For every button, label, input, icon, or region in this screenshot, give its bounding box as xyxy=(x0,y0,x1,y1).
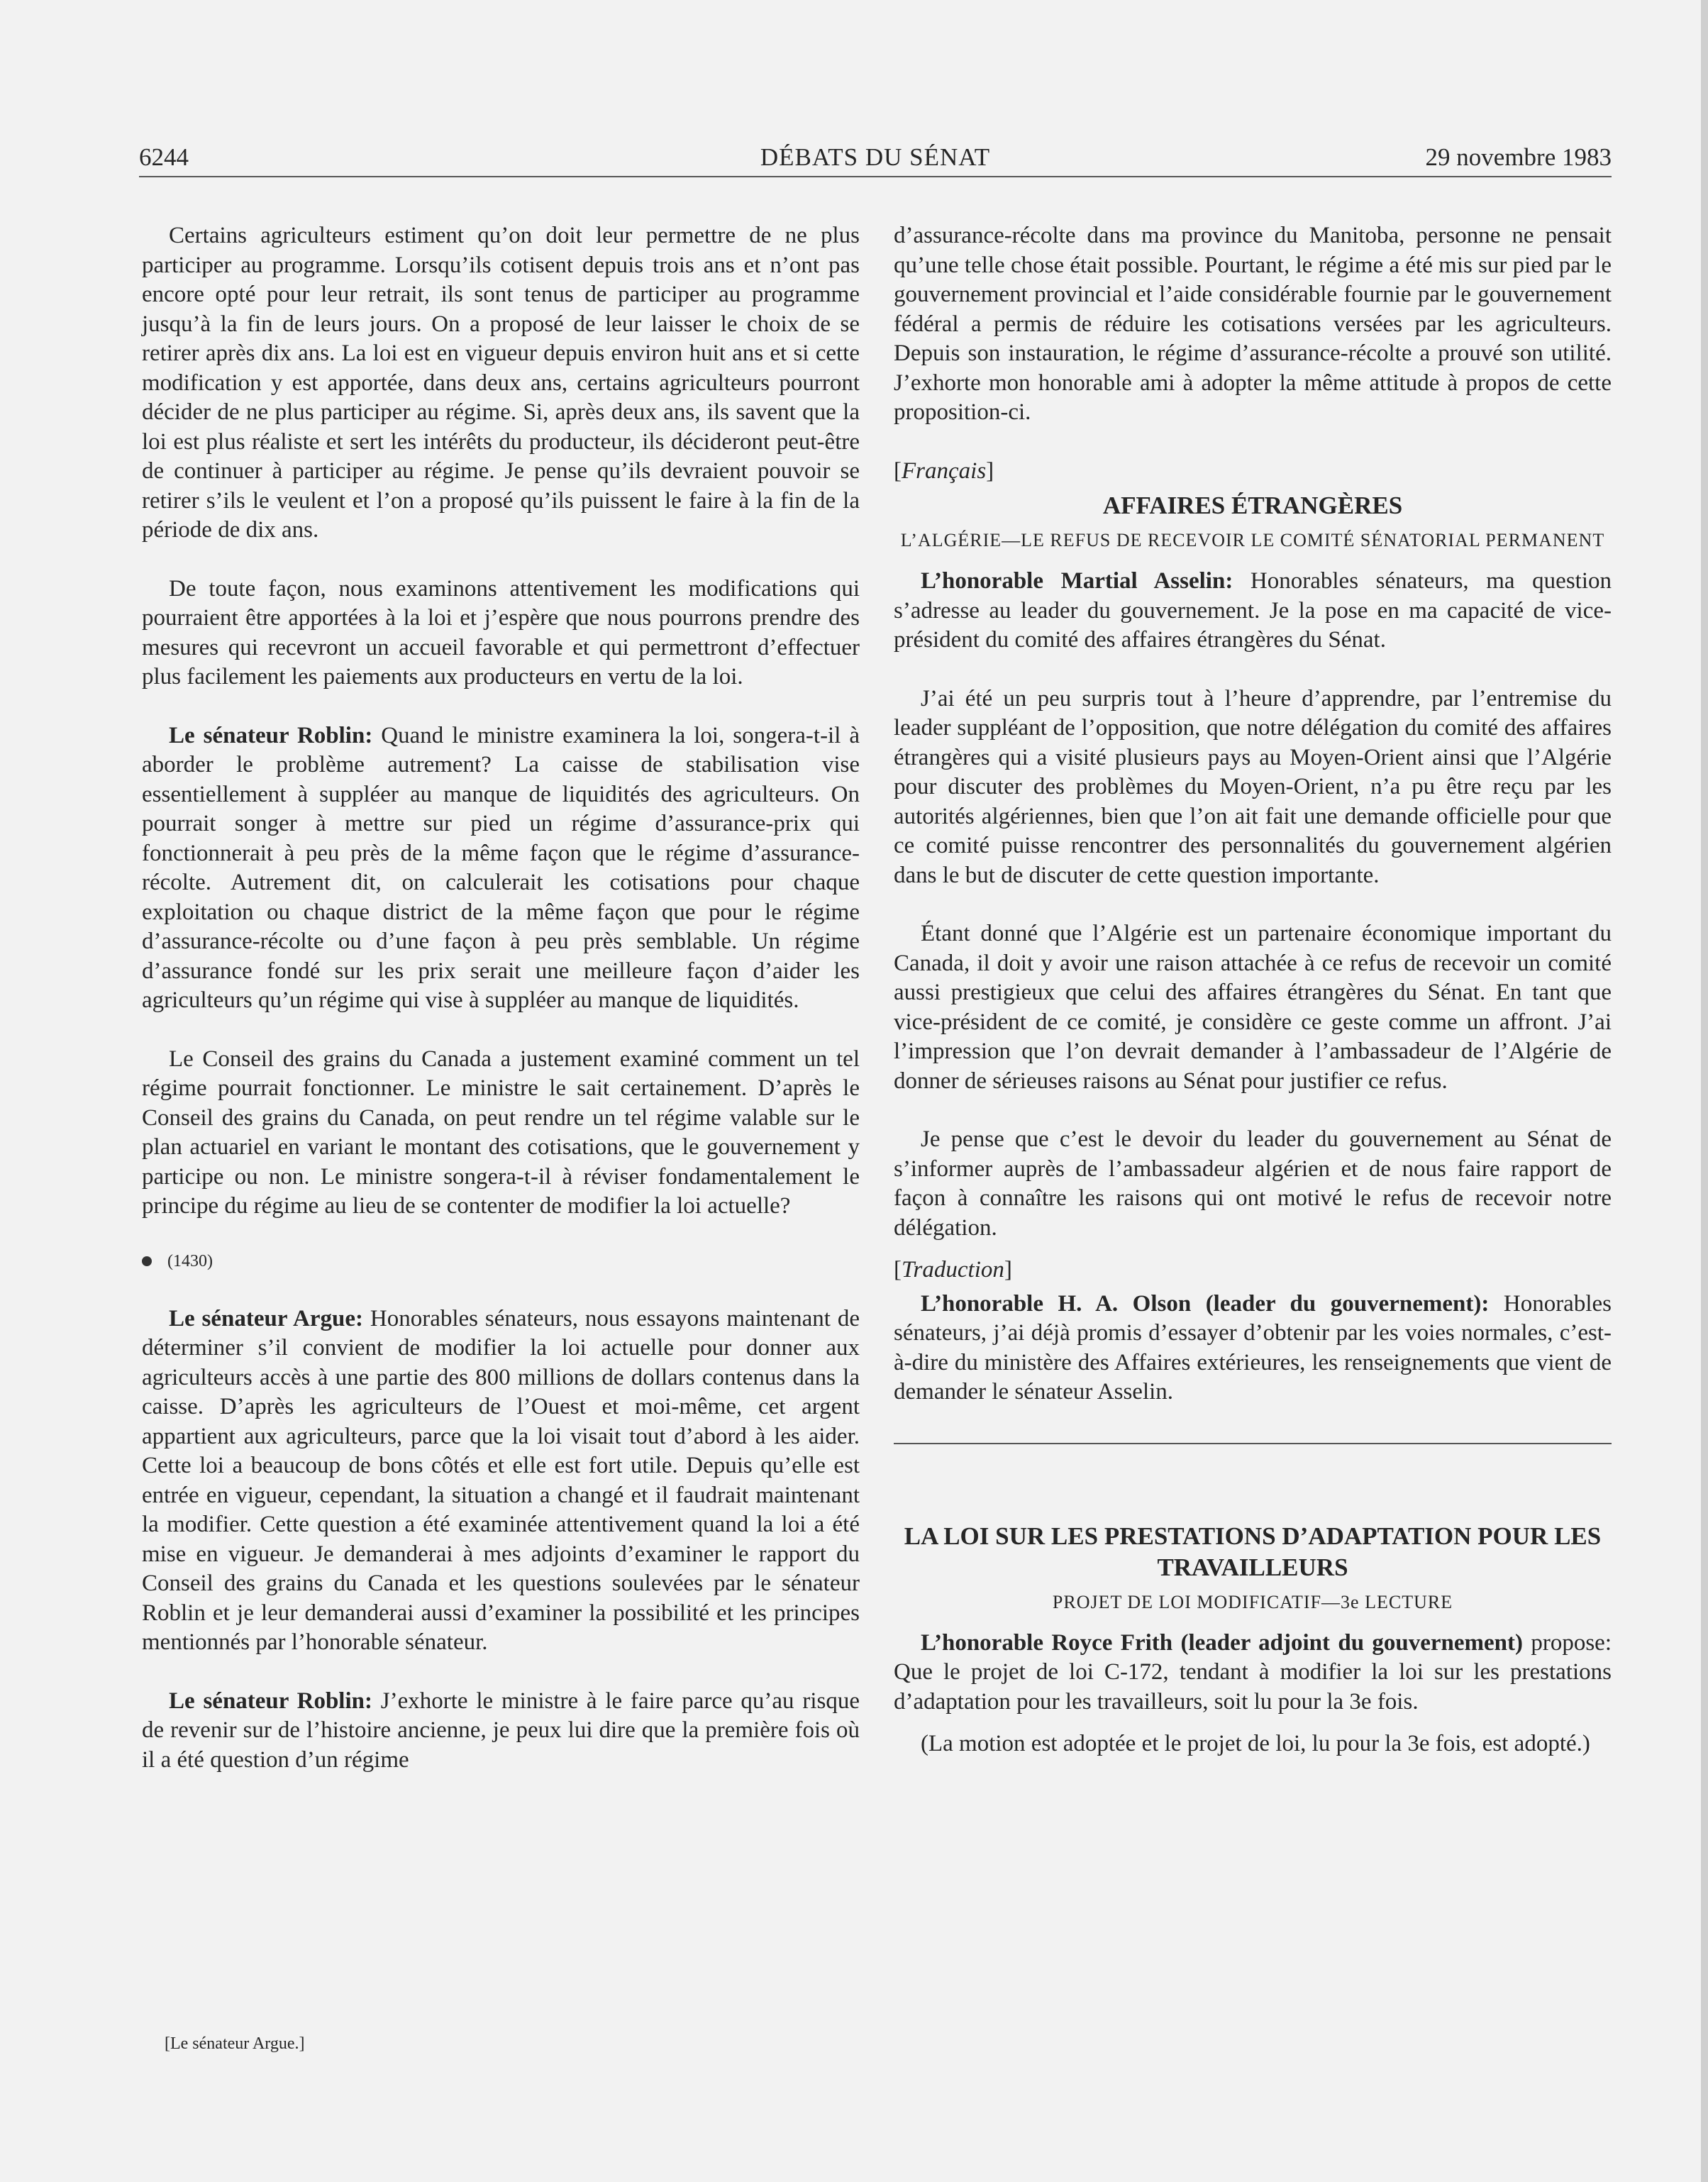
speaker-name: Le sénateur Roblin: xyxy=(169,1688,372,1714)
paragraph: De toute façon, nous examinons attentivement les modifications qui pourraient être apportées à la loi et j’espère que nous pourrons prendre des mesures qui recevront un accueil favorable et qui permettront d’effectuer plus facilement les paiements aux producteurs en vertu de la loi. xyxy=(142,575,860,690)
page-edge xyxy=(1701,0,1708,2182)
speech-text: Honorables sénateurs, nous essayons maintenant de déterminer s’il convient de modifier la loi actuelle pour donner aux agriculteurs accès à une partie des 800 millions de dollars contenus dans la caisse. D’après les agriculteurs de l’Ouest et moi-même, cet argent appartient aux agriculteurs, parce que la loi visait tout d’abord à les aider. Cette loi a beaucoup de bons côtés et elle est fort utile. Depuis qu’elle est entrée en vigueur, cependant, la situation a changé et il faudrait maintenant la modifier. Cette question a été examinée attentivement quand la loi a été mise en vigueur. Je demanderai à mes adjoints d’examiner le rapport du Conseil des grains du Canada et les questions soulevées par le sénateur Roblin et je leur demanderai aussi d’examiner la possibilité et les principes mentionnés par l’honorable sénateur. xyxy=(142,1305,860,1655)
paragraph xyxy=(894,567,1612,655)
left-column xyxy=(142,221,860,1804)
right-column xyxy=(894,221,1612,1788)
speech-text: Honorables sénateurs, j’ai déjà promis d’essayer d’obtenir par les voies normales, c’est-à-dire du ministère des Affaires extérieures, les renseignements que vient de demander le sénateur Asselin. xyxy=(894,1290,1612,1405)
page-number: 6244 xyxy=(139,143,189,171)
speech-text: J’exhorte le ministre à le faire parce qu’au risque de revenir sur de l’histoire ancienne, je peux lui dire que la première fois où il a été question d’un régime xyxy=(142,1688,860,1773)
section-title: LA LOI SUR LES PRESTATIONS D’ADAPTATION POUR LES TRAVAILLEURS xyxy=(904,1522,1602,1581)
bullet-icon xyxy=(142,1256,152,1266)
speech-text: Honorables sénateurs, ma question s’adresse au leader du gouvernement. Je la pose en ma capacité de vice-président du comité des affaires étrangères du Sénat. xyxy=(894,568,1612,653)
paragraph xyxy=(894,1629,1612,1717)
section-divider xyxy=(894,1443,1612,1444)
paragraph xyxy=(142,1305,860,1658)
speaker-name: L’honorable H. A. Olson (leader du gouvernement): xyxy=(921,1290,1490,1317)
time-marker-text: (1430) xyxy=(167,1251,213,1270)
paragraph: Certains agriculteurs estiment qu’on doit leur permettre de ne plus participer au programme. Lorsqu’ils cotisent depuis trois ans et n’ont pas encore opté pour leur retrait, ils sont tenus de participer au programme jusqu’à la fin de leurs jours. On a proposé de leur laisser le choix de se retirer après dix ans. La loi est en vigueur depuis environ huit ans et si cette modification y est apportée, dans deux ans, certains agriculteurs pourront décider de ne plus participer au régime. Si, après deux ans, ils savent que la loi est plus réaliste et sert les intérêts du producteur, ils décideront peut-être de continuer à participer au régime. Je pense qu’ils devraient pouvoir se retirer s’ils le veulent et l’on a proposé qu’ils puissent le faire à la fin de la période de dix ans. xyxy=(142,223,860,543)
time-marker xyxy=(142,1251,860,1272)
speech-text: propose: Que le projet de loi C-172, tendant à modifier la loi sur les prestations d’adaptation pour les travailleurs, soit lu pour la 3e fois. xyxy=(894,1629,1612,1715)
paragraph: J’ai été un peu surpris tout à l’heure d’apprendre, par l’entremise du leader suppléant de l’opposition, que notre délégation du comité des affaires étrangères qui a visité plusieurs pays au Moyen-Orient ainsi que l’Algérie pour discuter des problèmes du Moyen-Orient, n’a pu être reçu par les autorités algériennes, bien que l’on ait fait une demande officielle pour que ce comité puisse rencontrer des personnalités du gouvernement algérien dans le but de discuter de cette question importante. xyxy=(894,685,1612,888)
running-title: DÉBATS DU SÉNAT xyxy=(760,143,991,171)
speaker-name: L’honorable Royce Frith (leader adjoint du gouvernement) xyxy=(921,1629,1523,1656)
paragraph: Le Conseil des grains du Canada a justement examiné comment un tel régime pourrait fonctionner. Le ministre le sait certainement. D’après le Conseil des grains du Canada, on peut rendre un tel régime valable sur le plan actuariel en variant le montant des cotisations, que le gouvernement y participe ou non. Le ministre songera-t-il à réviser fondamentalement le principe du régime au lieu de se contenter de modifier la loi actuelle? xyxy=(142,1046,860,1219)
paragraph xyxy=(894,1290,1612,1407)
speaker-name: Le sénateur Argue: xyxy=(169,1305,363,1331)
speech-text: Quand le ministre examinera la loi, songera-t-il à aborder le problème autrement? La caisse de stabilisation vise essentiellement à suppléer au manque de liquidités des agriculteurs. On pourrait songer à mettre sur pied un régime d’assurance-prix qui fonctionnerait à peu près de la même façon que le régime d’assurance-récolte. Autrement dit, on calculerait les cotisations pour chaque exploitation ou chaque district de la même façon que pour le régime d’assurance-récolte ou d’une façon à peu près semblable. Un régime d’assurance fondé sur les prix serait une meilleure façon d’aider les agriculteurs qu’un régime qui vise à suppléer au manque de liquidités. xyxy=(142,722,860,1013)
language-tag: [Traduction] xyxy=(894,1257,1012,1283)
language-tag: [Français] xyxy=(894,458,994,484)
paragraph xyxy=(142,721,860,1016)
section-subtitle: L’ALGÉRIE—LE REFUS DE RECEVOIR LE COMITÉ SÉNATORIAL PERMANENT xyxy=(900,530,1605,550)
language-tag-text: Français xyxy=(902,458,987,484)
speaker-name: Le sénateur Roblin: xyxy=(169,722,373,748)
footnote: [Le sénateur Argue.] xyxy=(165,2034,305,2053)
paragraph: Étant donné que l’Algérie est un partenaire économique important du Canada, il doit y avoir une raison attachée à ce refus de recevoir un comité aussi prestigieux que celui des affaires étrangères du Sénat. En tant que vice-président de ce comité, je considère ce geste comme un affront. J’ai l’impression que l’on devrait demander à l’ambassadeur de l’Algérie de donner de sérieuses raisons au Sénat pour justifier ce refus. xyxy=(894,921,1612,1094)
section-title: AFFAIRES ÉTRANGÈRES xyxy=(1102,492,1403,519)
page-header xyxy=(139,142,1612,177)
paragraph: (La motion est adoptée et le projet de loi, lu pour la 3e fois, est adopté.) xyxy=(921,1731,1590,1756)
section-subtitle: PROJET DE LOI MODIFICATIF—3e LECTURE xyxy=(1052,1591,1453,1612)
paragraph: d’assurance-récolte dans ma province du Manitoba, personne ne pensait qu’une telle chose était possible. Pourtant, le régime a été mis sur pied par le gouvernement provincial et l’aide considérable fournie par le gouvernement fédéral a permis de réduire les cotisations versées par les agriculteurs. Depuis son instauration, le régime d’assurance-récolte a prouvé son utilité. J’exhorte mon honorable ami à adopter la même attitude à propos de cette proposition-ci. xyxy=(894,223,1612,425)
page-date: 29 novembre 1983 xyxy=(1425,143,1612,171)
paragraph: Je pense que c’est le devoir du leader du gouvernement au Sénat de s’informer auprès de l’ambassadeur algérien et de nous faire rapport de façon à connaître les raisons qui ont motivé le refus de recevoir notre délégation. xyxy=(894,1126,1612,1241)
paragraph xyxy=(142,1687,860,1776)
speaker-name: L’honorable Martial Asselin: xyxy=(921,568,1233,594)
language-tag-text: Traduction xyxy=(902,1257,1004,1283)
